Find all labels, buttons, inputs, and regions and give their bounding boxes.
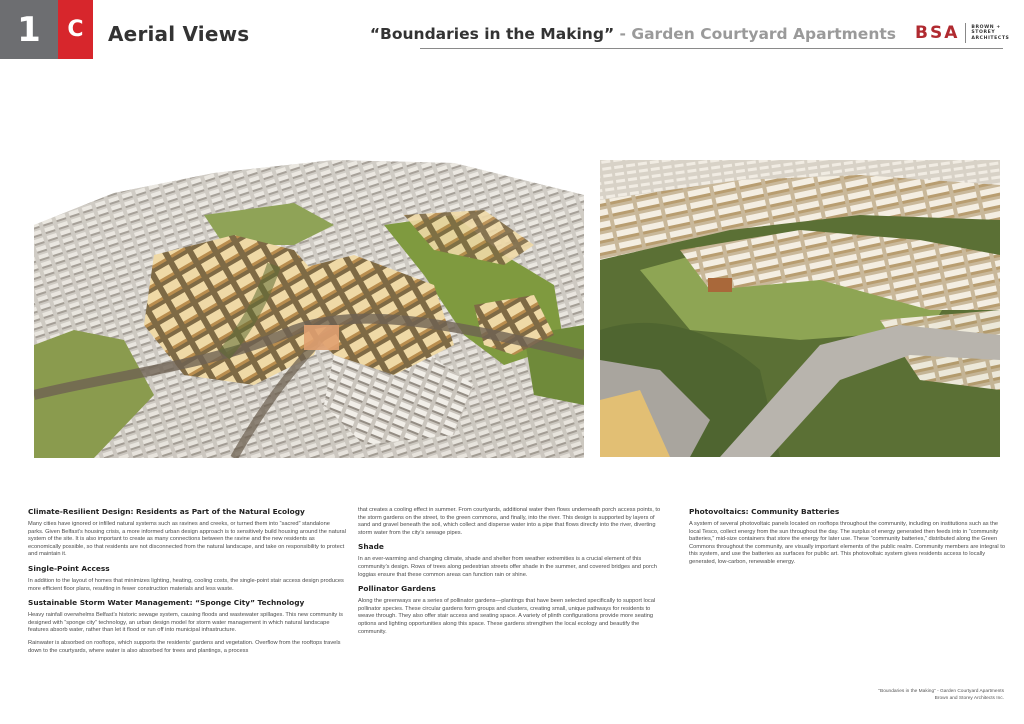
- header-divider: [420, 48, 1003, 49]
- paragraph-rainwater-absorption: Rainwater is absorbed on rooftops, which supports the residents’ gardens and vegetation. Overflow from the rooftops travels down to the courtyards, where water is also absorbed for trees and plantings, a process: [28, 639, 341, 654]
- logo-divider: [965, 23, 966, 43]
- paragraph-pollinator-gardens: Along the greenways are a series of pollinator gardens—plantings that have been selected specifically to support local pollinator species. These circular gardens form groups and clusters, creating small, unique pathways for residents to weave through. They also offer stair access and seating space. A variety of plinth configurations provide more seating options and lighting opportunities along this space. These gardens strengthen the local ecology and beautify the community.: [358, 598, 656, 635]
- text-column-2: [358, 507, 667, 641]
- footer-project-line: “Boundaries in the Making” - Garden Courtyard Apartments: [878, 689, 1004, 694]
- aerial-view-right-image: [600, 160, 1000, 457]
- footer-firm-line: Brown and Storey Architects Inc.: [934, 695, 1004, 701]
- paragraph-storm-water-management: Heavy rainfall overwhelms Belfast’s historic sewage system, causing floods and wastewater spillages. This new community is designed with “sponge city” technology, an urban design model for storm water management in which natural landscape features absorb water, rather than let it flood or run off into municipal infrastructure.: [28, 612, 343, 634]
- project-title: [370, 25, 896, 43]
- logo-mark: BSA: [915, 23, 960, 43]
- heading-storm-water-management: Sustainable Storm Water Management: “Sponge City” Technology: [28, 598, 305, 608]
- logo-line-2: STOREY: [971, 30, 996, 36]
- sheet-letter-badge: C: [58, 0, 93, 59]
- heading-pollinator-gardens: Pollinator Gardens: [358, 584, 436, 594]
- paragraph-storm-water-continued: that creates a cooling effect in summer. From courtyards, additional water then flows underneath porch access points, to the storm gardens on the street, to the green commons, and finally, into the river. This design is supported by layers of sand and gravel beneath the soil, which collect and disperse water into a pipe that flows directly into the river, diverting storm water from the city’s sewage pipes.: [358, 507, 661, 536]
- footer-credit: [878, 689, 1004, 702]
- text-column-3: [689, 507, 1005, 572]
- heading-photovoltaics: Photovoltaics: Community Batteries: [689, 507, 840, 516]
- bsa-logo: [915, 22, 1009, 44]
- project-title-main: “Boundaries in the Making”: [369, 25, 615, 43]
- logo-line-1: BROWN +: [971, 24, 1001, 30]
- heading-climate-resilient-design: Climate-Resilient Design: Residents as Part of the Natural Ecology: [28, 507, 305, 516]
- paragraph-photovoltaics: A system of several photovoltaic panels located on rooftops throughout the community, including on institutions such as the local Tesco, collect energy from the sun throughout the day. The surplus of energy generated then feeds into in “community batteries,” mid-size containers that store the energy for later use. These “community batteries,” distributed along the Green Commons throughout the community, are visually important elements of the public realm. Community members are integral to this system, and use the batteries as surfaces for public art. This photovoltaic system gives residents access to locally generated, low-carbon, renewable energy.: [689, 521, 1005, 565]
- paragraph-single-point-access: In addition to the layout of homes that minimizes lighting, heating, cooling costs, the single-point stair access design produces more efficient floor plans, resulting in fewer construction materials and less waste.: [28, 577, 344, 592]
- section-title: Aerial Views: [108, 22, 250, 46]
- aerial-view-left-image: [34, 155, 584, 458]
- text-column-1: [28, 507, 346, 660]
- logo-line-3: ARCHITECTS: [971, 35, 1010, 41]
- heading-single-point-access: Single-Point Access: [28, 563, 110, 573]
- sheet-number-badge: 1: [0, 0, 58, 59]
- paragraph-shade: In an ever-warming and changing climate, shade and shelter from weather extremities is a crucial element of this community’s design. Rows of trees along pedestrian streets offer shade in the summer, and covered bridges and porch loggias ensure that these common areas can function rain or shine.: [358, 556, 657, 578]
- project-subtitle: Garden Courtyard Apartments: [631, 25, 896, 43]
- heading-shade: Shade: [358, 542, 384, 552]
- logo-wordmark: [971, 25, 1009, 42]
- project-title-separator: -: [614, 25, 632, 43]
- paragraph-climate-resilient-design: Many cities have ignored or infilled natural systems such as ravines and creeks, or turned them into “sacred” standalone parks. Given Belfast’s housing crisis, a more informed urban design approach is to sensitively build housing around the natural system of the site. It is also important to create as many connections between the ravine and the new residents as economically possible, so that residents are not disconnected from the natural landscape, and take on responsibility to protect and maintain it.: [28, 521, 346, 558]
